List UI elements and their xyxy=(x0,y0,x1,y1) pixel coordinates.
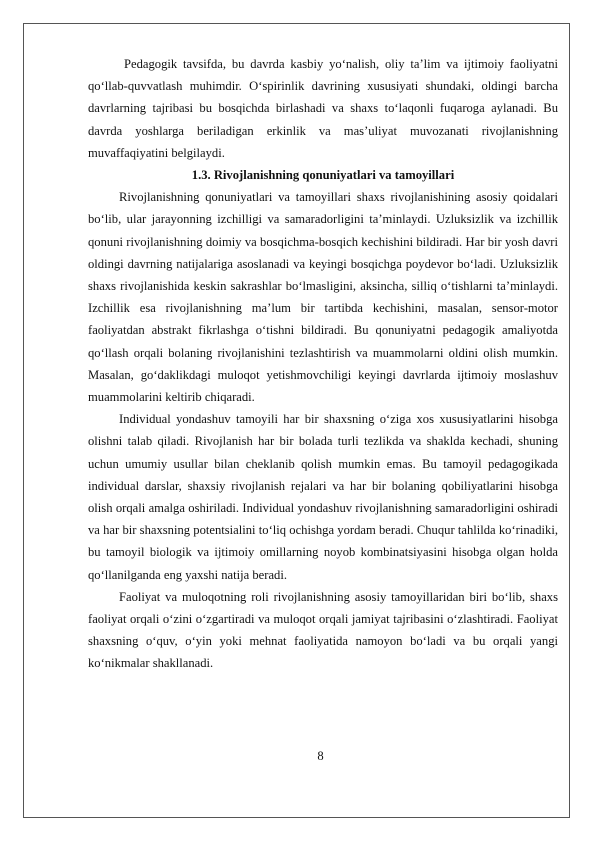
page-number: 8 xyxy=(317,749,324,763)
section-heading: 1.3. Rivojlanishning qonuniyatlari va tamoyillari xyxy=(191,168,455,183)
intro-paragraph: Pedagogik tavsifda, bu davrda kasbiy yo‘nalish, oliy ta’lim va ijtimoiy faoliyatni qo‘llab-quvvatlash muhimdir. O‘spirinlik davrining xususiyati shundaki, oldingi barcha davrlarning tajribasi bu bosqichda birlashadi va shaxs to‘laqonli fuqaroga aylanadi. Bu davrda yoshlarga beriladigan erkinlik va mas’uliyat muvozanati rivojlanishning muvaffaqiyatini belgilaydi. xyxy=(88,57,558,160)
document-body xyxy=(88,53,558,675)
paragraph-laws: Rivojlanishning qonuniyatlari va tamoyillari shaxs rivojlanishining asosiy qoidalari bo‘lib, ular jarayonning izchilligi va samaradorligini ta’minlaydi. Uzluksizlik va izchillik qonuni rivojlanishning doimiy va bosqichma-bosqich kechishini bildiradi. Har bir yosh davri oldingi davrning natijalariga asoslanadi va keyingi bosqichga poydevor bo‘ladi. Uzluksizlik shaxs rivojlanishida keskin sakrashlar bo‘lmasligini, aksincha, silliq o‘tishlarni ta’minlaydi. Izchillik esa rivojlanishning ma’lum bir tartibda kechishini, masalan, sensor-motor faoliyatdan abstrakt fikrlashga o‘tishni bildiradi. Bu qonuniyatni pedagogik amaliyotda qo‘llash orqali bolaning rivojlanishini tezlashtirish va muammolarni oldini olish mumkin. Masalan, go‘daklikdagi muloqot yetishmovchiligi keyingi davrlarda ijtimoiy moslashuv muammolarini keltirib chiqaradi. xyxy=(88,190,558,405)
paragraph-activity-communication: Faoliyat va muloqotning roli rivojlanishning asosiy tamoyillaridan biri bo‘lib, shaxs faoliyat orqali o‘zini o‘zgartiradi va muloqot orqali jamiyat tajribasini o‘zlashtiradi. Faoliyat shaxsning o‘quv, o‘yin yoki mehnat faoliyatida namoyon bo‘ladi va bu orqali yangi ko‘nikmalar shakllanadi. xyxy=(88,589,558,671)
paragraph-individual-approach: Individual yondashuv tamoyili har bir shaxsning o‘ziga xos xususiyatlarini hisobga olishni talab qiladi. Rivojlanish har bir bolada turli tezlikda va shaklda kechadi, shuning uchun umumiy usullar bilan cheklanib qolish mumkin emas. Bu tamoyil pedagogikada individual darslar, shaxsiy rivojlanish rejalari va har bir bolaning qobiliyatlarini hisobga olish orqali amalga oshiriladi. Individual yondashuv rivojlanishning samaradorligini oshiradi va har bir shaxsning potentsialini to‘liq ochishga yordam beradi. Chuqur tahlilda ko‘rinadiki, bu tamoyil biologik va ijtimoiy omillarning noyob kombinatsiyasini hisobga olgan holda qo‘llanilganda eng yaxshi natija beradi. xyxy=(88,412,558,582)
